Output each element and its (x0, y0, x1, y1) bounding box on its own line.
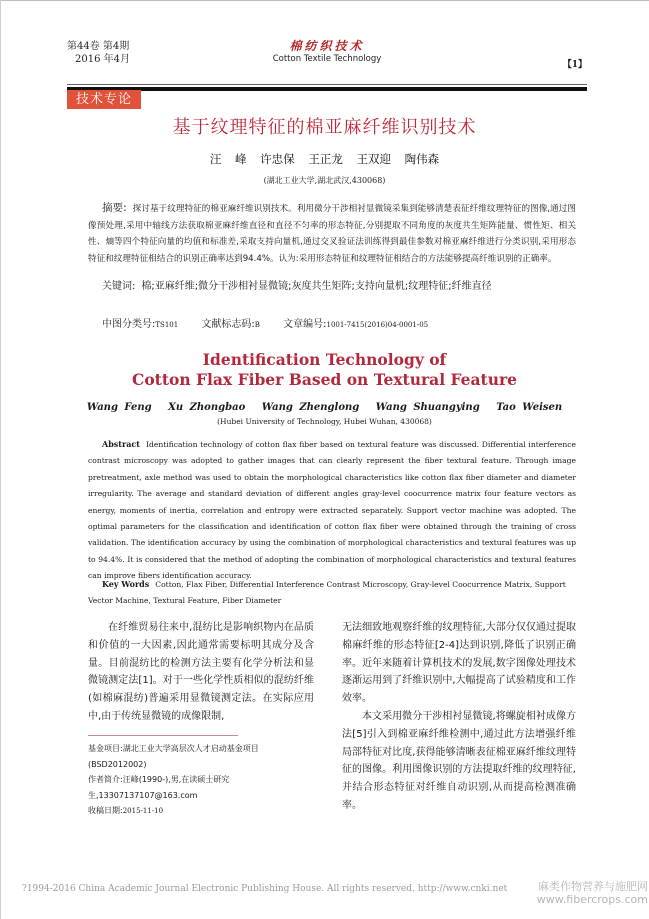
author-en: Tao Weisen (496, 402, 563, 413)
keywords-cn-text: 棉;亚麻纤维;微分干涉相衬显微镜;灰度共生矩阵;支持向量机;纹理特征;纤维直径 (141, 281, 492, 292)
keywords-en-label: Key Words (102, 579, 150, 589)
doc-code-value: B (254, 321, 260, 329)
copyright-notice: ?1994-2016 China Academic Journal Electronic Publishing House. All rights reserved. http://www.cnki.net (22, 884, 508, 894)
author-bio-label: 作者简介: (88, 775, 123, 784)
received-line (88, 803, 314, 820)
keywords-en (88, 576, 576, 609)
affiliation-en: (Hubei University of Technology, Hubei Wuhan, 430068) (217, 417, 432, 426)
abstract-cn (88, 200, 576, 267)
author-bio-line (88, 772, 314, 803)
journal-header (67, 40, 587, 80)
author-en: Wang Shuangying (375, 402, 480, 413)
body-paragraph: 无法细致地观察纤维的纹理特征,大部分仅仅通过提取棉麻纤维的形态特征[2-4]达到识别,降低了识别正确率。近年来随着计算机技术的发展,数字图像处理技术逐渐运用到了纤维识别中,大幅提高了试验精度和工作效率。 (342, 622, 576, 705)
footnote-rule (88, 735, 238, 736)
section-tag: 技术专论 (67, 90, 141, 109)
footnote (88, 741, 314, 820)
watermark-url: www.fibercrops.com (536, 893, 648, 906)
page-border-top (0, 0, 649, 1)
article-no-value: 1001-7415(2016)04-0001-05 (326, 321, 429, 329)
body-paragraph: 本文采用微分干涉相衬显微镜,将螺旋相衬成像方法[5]引入到棉亚麻纤维检测中,通过此方法增强纤维局部特征对比度,获得能够清晰表征棉亚麻纤维纹理特征的图像。利用图像识别的方法提取纤维的纹理特征,并结合形态特征对纤维自动识别,从而提高检测准确率。 (342, 710, 576, 811)
body-column-left: 在纤维贸易往来中,混纺比是影响织物内在品质和价值的一大因素,因此通常需要标明其成分及含量。目前混纺比的检测方法主要有化学分析法和显微镜测定法[1]。对于一些化学性质相似的混纺纤维(如棉麻混纺)普遍采用显微镜测定法。在实际应用中,由于传统显微镜的成像限制, (88, 622, 314, 722)
fund-text: 湖北工业大学高层次人才启动基金项目(BSD2012002) (88, 744, 259, 769)
keywords-cn (88, 279, 576, 295)
abstract-en-label: Abstract (102, 439, 140, 449)
watermark (520, 880, 648, 906)
header-rule-thick (67, 87, 587, 91)
abstract-cn-text: 探讨基于纹理特征的棉亚麻纤维识别技术。利用微分干涉相衬显微镜采集到能够清楚表征纤维纹理特征的图像,通过图像预处理,采用中轴线方法获取棉亚麻纤维直径和直径不匀率的形态特征,分别提取不同角度的灰度共生矩阵能量、惯性矩、相关性、熵等四个特征向量的均值和标准差,采取支持向量机,通过交叉验证法训练得到最佳参数对棉亚麻纤维进行分类识别,采用形态特征和纹理特征相结合的识别正确率达到94.4%。认为:采用形态特征和纹理特征相结合的方法能够提高纤维识别的正确率。 (88, 204, 577, 264)
keywords-en-text: Cotton, Flax Fiber, Differential Interference Contrast Microscopy, Gray-level Coocurrence Matrix, Support Vector Machine, Textural Feature, Fiber Diameter (88, 580, 566, 605)
abstract-cn-label: 摘要: (102, 202, 127, 214)
affiliation-cn: (湖北工业大学,湖北武汉,430068) (263, 176, 386, 185)
article-no-label: 文章编号: (283, 319, 327, 330)
fund-line (88, 741, 314, 772)
volume-issue: 第44卷 第4期 (67, 41, 130, 52)
issue-info (67, 40, 130, 66)
watermark-cn: 麻类作物营养与施肥网 (538, 880, 648, 893)
classification-line (102, 315, 448, 330)
class-value: TS101 (155, 321, 179, 329)
author-en: Wang Zhenglong (261, 402, 360, 413)
title-en (0, 350, 649, 390)
keywords-cn-label: 关键词: (102, 281, 136, 292)
author-bio-text: 汪峰(1990-),男,在读硕士研究生,13307137107@163.com (88, 775, 230, 800)
body-column-right (342, 619, 576, 815)
journal-logo-cn: 棉纺织技术 (289, 39, 365, 53)
authors-en (0, 402, 649, 413)
author-en: Wang Feng (86, 402, 152, 413)
doc-code-label: 文献标志码: (201, 319, 255, 330)
journal-name-en: Cotton Textile Technology (272, 54, 382, 64)
abstract-en-text: Identification technology of cotton flax fiber based on textural feature was discussed. Differential interference contrast microscopy was adopted to gather images that can clearly represent the fiber textural feature. Through image pretreatment, axle method was used to obtain the morphological characteristics like cotton flax fiber diameter and diameter irregularity. The average and standard deviation of different angles gray-level coocurrence matrix four feature vectors as energy, moments of inertia, correlation and entropy were extracted separately. Support vector machine was adopted. The optimal parameters for the classification and identification of cotton flax fiber were obtained through the training of cross validation. The identification accuracy by using the combination of morphological characteristics and textural features was up to 94.4%. It is considered that the method of adopting the combination of morphological characteristics and textural features can improve fibers identification accuracy. (88, 440, 576, 581)
class-label: 中图分类号: (102, 319, 156, 330)
issue-date: 2016 年4月 (75, 54, 130, 65)
received-date: 2015-11-10 (122, 807, 164, 815)
title-en-line2: Cotton Flax Fiber Based on Textural Feature (132, 370, 517, 389)
received-label: 收稿日期: (88, 806, 123, 815)
abstract-en (88, 436, 576, 585)
author-en: Xu Zhongbao (168, 402, 246, 413)
title-en-line1: Identification Technology of (202, 350, 447, 369)
title-cn: 基于纹理特征的棉亚麻纤维识别技术 (172, 117, 477, 138)
header-rule-thin (67, 84, 587, 85)
authors-cn: 汪 峰 许忠保 王正龙 王双迎 陶伟森 (209, 152, 440, 166)
page-number: 【1】 (562, 60, 587, 70)
fund-label: 基金项目: (88, 744, 123, 753)
